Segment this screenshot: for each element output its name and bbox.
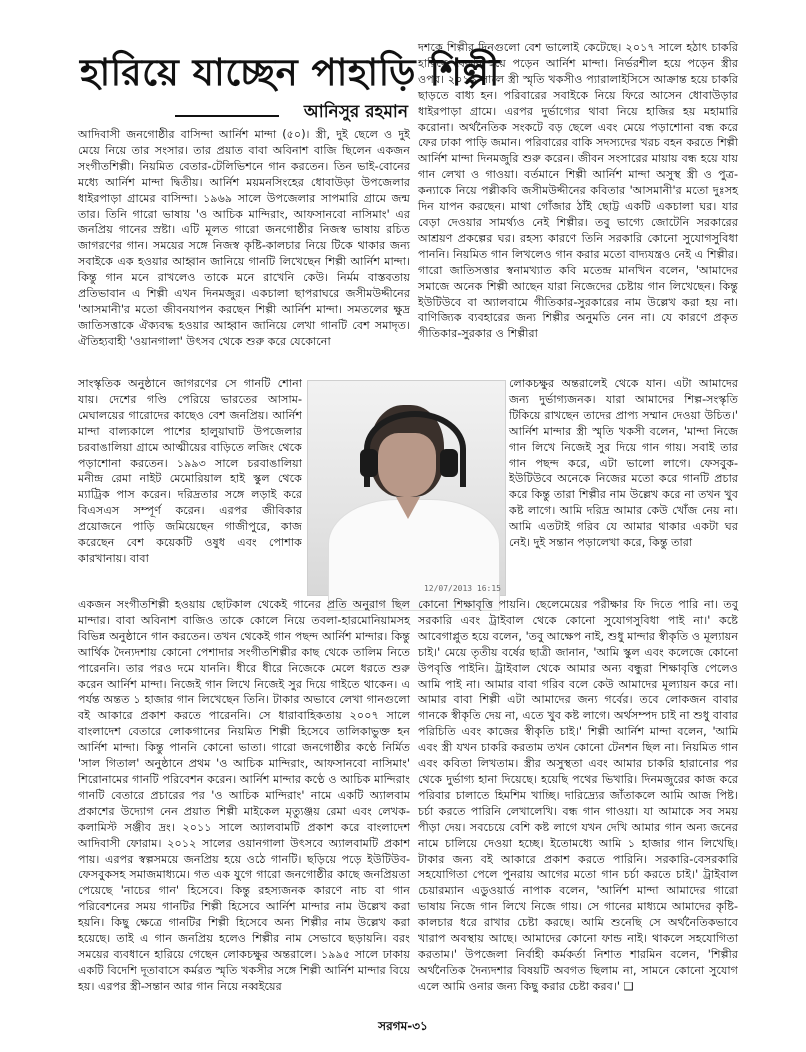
- paragraph: দশকে শিল্পীর দিনগুলো বেশ ভালোই কেটেছে। ২০১৭ সালে হঠাৎ চাকরি হারিয়ে বেকার হয়ে পড়েন আর্নিশ মান্দা। নির্ভরশীল হয়ে পড়েন স্ত্রীর ওপর। ২০১৯ সালে স্ত্রী স্মৃতি খকসীও প্যারালাইসিসে আক্রান্ত হয়ে চাকরি ছাড়তে বাধ্য হন। পরিবারের সবাইকে নিয়ে ফিরে আসেন ধোবাউড়ার ধাইরপাড়া গ্রামে। এরপর দুর্ভাগ্যের থাবা নিয়ে হাজির হয় মহামারি করোনা। অর্থনৈতিক সংকটে বড় ছেলে এবং মেয়ে পড়াশোনা বন্ধ করে ফের ঢাকা পাড়ি জমান। পরিবারের বাকি সদস্যদের খরচ বহন করতে শিল্পী আর্নিশ মান্দা দিনমজুরি শুরু করেন। জীবন সংসারের মায়ায় বন্ধ হয়ে যায় গান লেখা ও গাওয়া। বর্তমানে শিল্পী আর্নিশ মান্দা অসুস্থ স্ত্রী ও পুত্র-কন্যাকে নিয়ে পল্লীকবি জসীমউদ্দীনের কবিতার 'আসমানী'র মতো দুঃসহ দিন যাপন করছেন। মাথা গোঁজার ঠাঁই ছোট্ট একটি একচালা ঘর। যার বেড়া দেওয়ার সামর্থ্যও নেই শিল্পীর। তবু ভাগ্যে জোটেনি সরকারের আশ্রয়ণ প্রকল্পের ঘর। রহস্য কারণে তিনি সরকারি কোনো সুযোগসুবিধা পাননি। নিয়মিত গান লিখলেও গান করার মতো বাদ্যযন্ত্রও নেই এ শিল্পীর। গারো জাতিসত্তার স্বনামখ্যাত কবি মতেন্দ্র মানখিন বলেন, 'আমাদের সমাজে অনেক শিল্পী আছেন যারা নিজেদের চেষ্টায় গান লিখেছেন। কিন্তু ইউটিউবে বা অ্যালবামে গীতিকার-সুরকারের নাম উল্লেখ করা হয় না। বাণিজ্যিক ব্যবহারের জন্য শিল্পীর অনুমতি নেন না। যে কারণে প্রকৃত গীতিকার-সুরকার ও শিল্পীরা: [418, 41, 738, 341]
- left-column-beside-photo: [78, 376, 302, 597]
- headphone-ear-left: [360, 449, 378, 477]
- byline: আনিসুর রহমান: [303, 102, 408, 122]
- paragraph: একজন সংগীতশিল্পী হওয়ায় ছোটকাল থেকেই গানের প্রতি অনুরাগ ছিল মান্দার। বাবা অবিনাশ বাজিও তাকে কোলে নিয়ে তবলা-হারমোনিয়ামসহ বিভিন্ন অনুষ্ঠানে গান করতেন। তখন থেকেই গান পছন্দ আর্নিশ মান্দার। কিন্তু আর্থিক দৈন্যদশায় কোনো পেশাদার সংগীতশিল্পীর কাছ থেকে তালিম নিতে পারেননি। তার পরও দমে যাননি। ধীরে ধীরে নিজেকে মেলে ধরতে শুরু করেন আর্নিশ মান্দা। নিজেই গান লিখে নিজেই সুর দিয়ে গাইতে থাকেন। এ পর্যন্ত অন্তত ১ হাজার গান লিখেছেন তিনি। টাকার অভাবে লেখা গানগুলো বই আকারে প্রকাশ করতে পারেননি। সে ধারাবাহিকতায় ২০০৭ সালে বাংলাদেশ বেতারে লোকগানের নিয়মিত শিল্পী হিসেবে তালিকাভুক্ত হন আর্নিশ মান্দা। কিন্তু পাননি কোনো ভাতা। গারো জনগোষ্ঠীর কণ্ঠে নির্মিত 'সাল গিতাল' অনুষ্ঠানে প্রথম 'ও আচিক মান্দিরাং, আফসানবো নাসিমাং' শিরোনামের গানটি পরিবেশন করেন। আর্নিশ মান্দার কণ্ঠে ও আচিক মান্দিরাং গানটি বেতারে প্রচারের পর 'ও আচিক মান্দিরাং' নামে একটি অ্যালবাম প্রকাশের উদ্যোগ নেন প্রয়াত শিল্পী মাইকেল মৃত্যুঞ্জয় রেমা এবং লেখক-কলামিস্ট সঞ্জীব দ্রং। ২০১১ সালে অ্যালবামটি প্রকাশ করে বাংলাদেশ আদিবাসী ফোরাম। ২০১২ সালের ওয়ানগালা উৎসবে অ্যালবামটি প্রকাশ পায়। এরপর স্বল্পসময়ে জনপ্রিয় হয়ে ওঠে গানটি। ছড়িয়ে পড়ে ইউটিউব-ফেসবুকসহ সমাজমাধ্যমে। গত এক যুগে গারো জনগোষ্ঠীর কাছে জনপ্রিয়তা পেয়েছে 'নাচের গান' হিসেবে। কিন্তু রহস্যজনক কারণে নাচ বা গান পরিবেশনের সময় গানটির শিল্পী হিসেবে আর্নিশ মান্দার নাম উল্লেখ করা হয়নি। কিছু ক্ষেত্রে গানটির শিল্পী হিসেবে অন্য শিল্পীর নাম উল্লেখ করা হয়েছে। তাই এ গান জনপ্রিয় হলেও শিল্পীর নাম সেভাবে ছড়ায়নি। বরং সময়ের ব্যবধানে হারিয়ে গেছেন লোকচক্ষুর অন্তরালে। ১৯৯৫ সালে ঢাকায় একটি বিদেশি দূতাবাসে কর্মরত স্মৃতি খকসীর সঙ্গে শিল্পী আর্নিশ মান্দার বিয়ে হয়। এরপর স্ত্রী-সন্তান আর গান নিয়ে নব্বইয়ের: [78, 598, 410, 993]
- headphone-ear-right: [440, 449, 458, 477]
- byline-rule: [175, 115, 279, 117]
- right-column-top: [418, 40, 738, 375]
- photo-shirt: [328, 499, 500, 611]
- artist-photo: [307, 380, 506, 596]
- paragraph: কোনো শিক্ষাবৃত্তি পায়নি। ছেলেমেয়ের পরীক্ষার ফি দিতে পারি না। তবু সরকারি এবং ট্রাইবাল থেকে কোনো সুযোগসুবিধা পাই না।' কষ্টে আবেগাপ্লুত হয়ে বলেন, 'তবু আক্ষেপ নাই, শুধু মান্দার স্বীকৃতি ও মূল্যায়ন চাই।' মেয়ে তৃতীয় বর্ষের ছাত্রী জানান, 'আমি স্কুল এবং কলেজে কোনো উপবৃত্তি পাইনি। ট্রাইবাল থেকে আমার অন্য বন্ধুরা শিক্ষাবৃত্তি পেলেও আমি পাই না। আমার বাবা গরিব বলে কেউ আমাদের মূল্যায়ন করে না। আমার বাবা শিল্পী এটা আমাদের জন্য গর্বের। তবে লোকজন বাবার গানকে স্বীকৃতি দেয় না, এতে খুব কষ্ট লাগে। অর্থসম্পদ চাই না শুধু বাবার পরিচিতি এবং কাজের স্বীকৃতি চাই।' শিল্পী আর্নিশ মান্দা বলেন, 'আমি এবং স্ত্রী যখন চাকরি করতাম তখন কোনো টেনশন ছিল না। নিয়মিত গান এবং কবিতা লিখতাম। স্ত্রীর অসুস্থতা এবং আমার চাকরি হারানোর পর থেকে দুর্ভাগ্য হানা দিয়েছে। হয়েছি পথের ভিখারি। দিনমজুরের কাজ করে পরিবার চালাতে হিমশিম খাচ্ছি। দারিদ্র্যের জাঁতাকলে আমি আজ পিষ্ট। চর্চা করতে পারিনি লেখালেখি। বন্ধ গান গাওয়া। যা আমাকে সব সময় পীড়া দেয়। সবচেয়ে বেশি কষ্ট লাগে যখন দেখি আমার গান অন্য জনের নামে চালিয়ে দেওয়া হচ্ছে। ইতোমধ্যে আমি ১ হাজার গান লিখেছি। টাকার জন্য বই আকারে প্রকাশ করতে পারিনি। সরকারি-বেসরকারি সহযোগিতা পেলে পুনরায় আগের মতো গান চর্চা করতে চাই।' ট্রাইবাল চেয়ারম্যান এডুওয়ার্ড নাপাক বলেন, 'আর্নিশ মান্দা আমাদের গারো ভাষায় নিজে গান লিখে নিজে গায়। সে গানের মাধ্যমে আমাদের কৃষ্টি-কালচার ধরে রাখার চেষ্টা করছে। আমি শুনেছি সে অর্থনৈতিকভাবে খারাপ অবস্থায় আছে। আমাদের কোনো ফান্ড নাই। থাকলে সহযোগিতা করতাম।' উপজেলা নির্বাহী কর্মকর্তা নিশাত শারমিন বলেন, 'শিল্পীর অর্থনৈতিক দৈন্যদশার বিষয়টি অবগত ছিলাম না, সামনে কোনো সুযোগ এলে আমি ওনার জন্য কিছু করার চেষ্টা করব।' ❑: [418, 598, 738, 993]
- page-number: সরগম-৩১: [378, 1019, 428, 1033]
- photo-timestamp: 12/07/2013 16:15: [423, 584, 501, 593]
- headline: হারিয়ে যাচ্ছেন পাহাড়ি শিল্পী: [80, 50, 500, 94]
- right-column-bottom: [418, 597, 738, 997]
- paragraph: লোকচক্ষুর অন্তরালেই থেকে যান। এটা আমাদের জন্য দুর্ভাগ্যজনক। যারা আমাদের শিল্প-সংস্কৃতি টিকিয়ে রাখছেন তাদের প্রাপ্য সম্মান দেওয়া উচিত।' আর্নিশ মান্দার স্ত্রী স্মৃতি খকসী বলেন, 'মান্দা নিজে গান লিখে নিজেই সুর দিয়ে গান গায়। সবাই তার গান পছন্দ করে, এটা ভালো লাগে। ফেসবুক-ইউটিউবে অনেকে নিজের মতো করে গানটি প্রচার করে কিন্তু তারা শিল্পীর নাম উল্লেখ করে না তখন খুব কষ্ট লাগে। আমি দরিদ্র আমার কেউ খোঁজ নেয় না। আমি এতটাই গরিব যে আমার থাকার একটা ঘর নেই। দুই সন্তান পড়ালেখা করে, কিন্তু তারা: [509, 377, 738, 550]
- right-column-beside-photo: [509, 376, 738, 597]
- left-column-bottom: [78, 597, 410, 994]
- paragraph: সাংস্কৃতিক অনুষ্ঠানে জাগরণের সে গানটি শোনা যায়। দেশের গণ্ডি পেরিয়ে ভারতের আসাম-মেঘালয়ের গারোদের কাছেও বেশ জনপ্রিয়। আর্নিশ মান্দা বাল্যকালে পাশের হালুয়াঘাট উপজেলার চরবাঙালিয়া গ্রামে আত্মীয়ের বাড়িতে লজিং থেকে পড়াশোনা করতেন। ১৯৯৩ সালে চরবাঙালিয়া মনীন্দ্র রেমা নাইট মেমোরিয়াল হাই স্কুল থেকে ম্যাট্রিক পাস করেন। দরিদ্রতার সঙ্গে লড়াই করে বিএসএস সম্পূর্ণ করেন। এরপর জীবিকার প্রয়োজনে পাড়ি জমিয়েছেন গাজীপুরে, কাজ করেছেন বেশ কয়েকটি ওষুধ এবং পোশাক কারখানায়। বাবা: [78, 377, 302, 565]
- paragraph: আদিবাসী জনগোষ্ঠীর বাসিন্দা আর্নিশ মান্দা (৫০)। স্ত্রী, দুই ছেলে ও দুই মেয়ে নিয়ে তার সংসার। তার প্রয়াত বাবা অবিনাশ বাজি ছিলেন একজন সংগীতশিল্পী। নিয়মিত বেতার-টেলিভিশনে গান করতেন। তিন ভাই-বোনের মধ্যে আর্নিশ মান্দা দ্বিতীয়। আর্নিশ ময়মনসিংহের ধোবাউড়া উপজেলার ধাইরপাড়া গ্রামের বাসিন্দা। ১৯৬৯ সালে উপজেলার সাপমারি গ্রামে জন্ম তার। তিনি গারো ভাষায় 'ও আচিক মান্দিরাং, আফসানবো নাসিমাং' এর জনপ্রিয় গানের স্রষ্টা। এটি মূলত গারো জনগোষ্ঠীর নিজস্ব ভাষায় রচিত জাগরণের গান। সময়ের সঙ্গে নিজস্ব কৃষ্টি-কালচার নিয়ে টিকে থাকার জন্য সবাইকে এক হওয়ার আহ্বান জানিয়ে গানটি লিখেছেন শিল্পী আর্নিশ মান্দা। কিন্তু গান মনে রাখলেও তাকে মনে রাখেনি কেউ। নির্মম বাস্তবতায় প্রতিভাবান এ শিল্পী এখন দিনমজুর। একচালা ছাপরাঘরে জসীমউদ্দীনের 'আসমানী'র মতো জীবনযাপন করছেন শিল্পী আর্নিশ মান্দা। সমতলের ক্ষুদ্র জাতিসত্তাকে ঐক্যবদ্ধ হওয়ার আহ্বান জানিয়ে লেখা গানটি বেশ সমাদৃত। ঐতিহ্যবাহী 'ওয়ানগালা' উৎসব থেকে শুরু করে যেকোনো: [78, 128, 410, 348]
